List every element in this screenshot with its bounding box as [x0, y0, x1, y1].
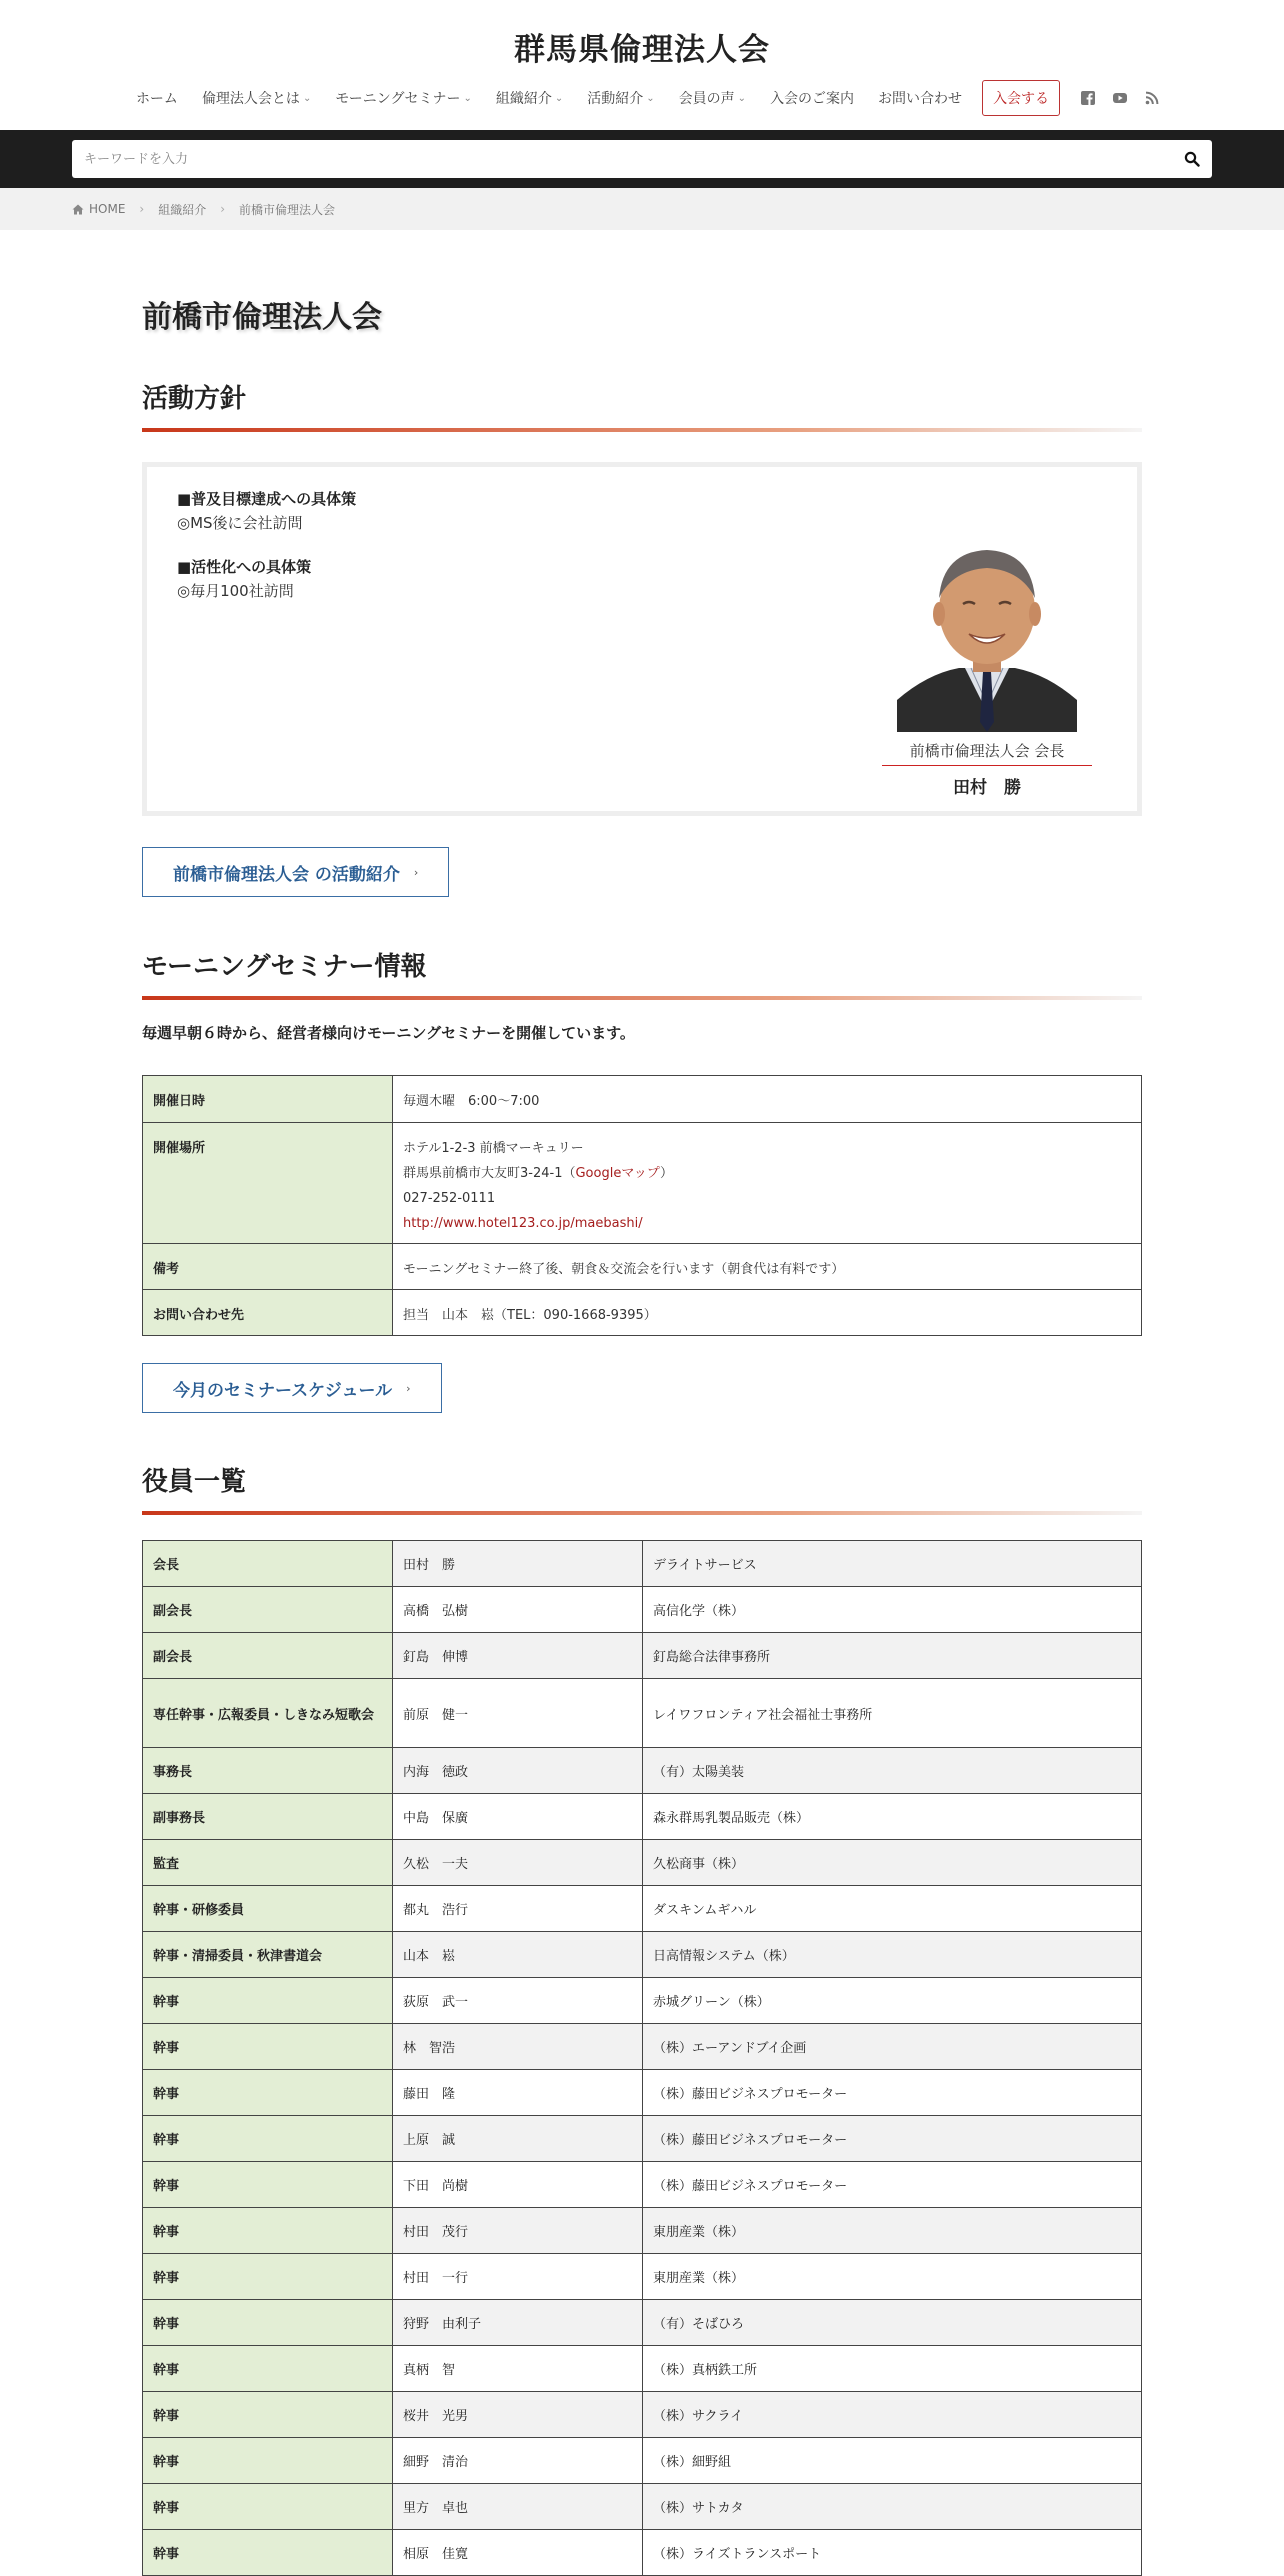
site-header: [0, 0, 1284, 130]
officer-name: 狩野 由利子: [393, 2300, 643, 2346]
youtube-icon[interactable]: [1112, 90, 1128, 106]
nav-label: お問い合わせ: [878, 91, 963, 107]
officer-organization: （株）エーアンドブイ企画: [643, 2024, 1142, 2070]
nav-item-member-voices[interactable]: [667, 88, 758, 108]
officer-role: 副事務長: [143, 1794, 393, 1840]
table-cell: モーニングセミナー終了後、朝食＆交流会を行います（朝食代は有料です）: [393, 1244, 1142, 1290]
chevron-down-icon: ⌄: [463, 92, 472, 104]
search-band: [0, 130, 1284, 188]
venue-name: ホテル1-2-3 前橋マーキュリー: [403, 1141, 584, 1156]
seminar-schedule-button[interactable]: [142, 1363, 442, 1413]
nav-label: モーニングセミナー: [335, 91, 461, 107]
officer-role: 幹事: [143, 2254, 393, 2300]
table-row: [143, 2346, 1142, 2392]
chevron-down-icon: ⌄: [646, 92, 655, 104]
officer-name: 釘島 伸博: [393, 1633, 643, 1679]
seminar-schedule-button-label: 今月のセミナースケジュール: [173, 1380, 393, 1401]
policy-box: [142, 462, 1142, 816]
search-box: [72, 140, 1212, 178]
president-name: 田村 勝: [953, 778, 1021, 798]
officer-organization: （株）ライズトランスポート: [643, 2530, 1142, 2576]
officer-name: 細野 清治: [393, 2438, 643, 2484]
chevron-right-icon: ›: [413, 865, 419, 879]
officer-organization: ダスキンムギハル: [643, 1886, 1142, 1932]
president-photo: [897, 522, 1077, 732]
venue-tel: 027-252-0111: [403, 1191, 496, 1206]
table-row: [143, 2438, 1142, 2484]
officer-organization: （株）サトカタ: [643, 2484, 1142, 2530]
table-row: [143, 1886, 1142, 1932]
table-row: [143, 1840, 1142, 1886]
bracket: （: [562, 1166, 576, 1181]
venue-url-link[interactable]: http://www.hotel123.co.jp/maebashi/: [403, 1216, 643, 1231]
officer-name: 山本 崧: [393, 1932, 643, 1978]
breadcrumb-parent[interactable]: 組織紹介: [158, 202, 207, 217]
breadcrumb-home[interactable]: HOME: [89, 202, 126, 216]
officer-organization: 東朋産業（株）: [643, 2208, 1142, 2254]
officers-heading: [142, 1461, 1142, 1498]
officer-name: 里方 卓也: [393, 2484, 643, 2530]
officer-role: 幹事: [143, 2116, 393, 2162]
table-row: [143, 1587, 1142, 1633]
table-cell: 担当 山本 崧（TEL：090-1668-9395）: [393, 1290, 1142, 1336]
table-row: [143, 2300, 1142, 2346]
officer-organization: 森永群馬乳製品販売（株）: [643, 1794, 1142, 1840]
search-icon[interactable]: [1184, 151, 1200, 167]
officer-role: 副会長: [143, 1587, 393, 1633]
table-row: [143, 2024, 1142, 2070]
nav-item-activities[interactable]: [575, 88, 666, 108]
policy-text: [177, 487, 356, 603]
home-icon: [72, 204, 84, 215]
officer-organization: 高信化学（株）: [643, 1587, 1142, 1633]
table-header-cell: お問い合わせ先: [143, 1290, 393, 1336]
officer-organization: 釘島総合法律事務所: [643, 1633, 1142, 1679]
breadcrumb: [0, 188, 1284, 230]
officer-role: 事務長: [143, 1748, 393, 1794]
table-header-cell: 開催場所: [143, 1123, 393, 1244]
policy-subheading: ■活性化への具体策: [177, 558, 312, 576]
bracket: ）: [659, 1166, 673, 1181]
join-button[interactable]: 入会する: [982, 80, 1060, 116]
table-row: [143, 1748, 1142, 1794]
nav-label: ホーム: [135, 91, 178, 107]
nav-item-contact[interactable]: [866, 88, 974, 108]
officer-organization: 日高情報システム（株）: [643, 1932, 1142, 1978]
officer-role: 幹事: [143, 2392, 393, 2438]
nav-label: 倫理法人会とは: [201, 91, 300, 107]
officer-name: 荻原 武一: [393, 1978, 643, 2024]
policy-heading: [142, 378, 1142, 415]
officer-name: 内海 徳政: [393, 1748, 643, 1794]
policy-heading-text: 活動方針: [142, 384, 247, 414]
officer-role: 幹事・清掃委員・秋津書道会: [143, 1932, 393, 1978]
table-header-cell: 備考: [143, 1244, 393, 1290]
officer-role: 幹事: [143, 2300, 393, 2346]
officer-role: 幹事: [143, 2346, 393, 2392]
officer-name: 相原 佳寛: [393, 2530, 643, 2576]
officer-role: 監査: [143, 1840, 393, 1886]
officer-name: 真柄 智: [393, 2346, 643, 2392]
officer-role: 副会長: [143, 1633, 393, 1679]
table-cell: [393, 1123, 1142, 1244]
officer-organization: 赤城グリーン（株）: [643, 1978, 1142, 2024]
heading-underline: [142, 428, 1142, 432]
table-row: [143, 1633, 1142, 1679]
officer-name: 中島 保廣: [393, 1794, 643, 1840]
officer-name: 下田 尚樹: [393, 2162, 643, 2208]
chevron-down-icon: ⌄: [554, 92, 564, 104]
officer-organization: （株）細野組: [643, 2438, 1142, 2484]
seminar-info-table: [142, 1075, 1142, 1336]
officer-organization: （株）真柄鉄工所: [643, 2346, 1142, 2392]
officer-role: 幹事: [143, 2530, 393, 2576]
officer-role: 専任幹事・広報委員・しきなみ短歌会: [143, 1679, 393, 1748]
officer-name: 上原 誠: [393, 2116, 643, 2162]
nav-item-morning-seminar[interactable]: [323, 88, 484, 108]
nav-item-organization[interactable]: [484, 88, 575, 108]
page-title: 前橋市倫理法人会: [142, 300, 382, 335]
officer-organization: （有）太陽美装: [643, 1748, 1142, 1794]
seminar-heading: [142, 946, 1142, 983]
officer-role: 幹事: [143, 2070, 393, 2116]
officer-role: 幹事・研修委員: [143, 1886, 393, 1932]
officers-table: [142, 1540, 1142, 2576]
officer-organization: （株）藤田ビジネスプロモーター: [643, 2162, 1142, 2208]
nav-label: 入会のご案内: [770, 91, 855, 107]
breadcrumb-separator-icon: ›: [139, 202, 145, 216]
officer-name: 村田 茂行: [393, 2208, 643, 2254]
officers-heading-text: 役員一覧: [142, 1467, 247, 1497]
table-row: [143, 1123, 1142, 1244]
table-row: [143, 1932, 1142, 1978]
officer-name: 高橋 弘樹: [393, 1587, 643, 1633]
table-row: [143, 2254, 1142, 2300]
site-title[interactable]: 群馬県倫理法人会: [514, 32, 770, 68]
search-input[interactable]: [84, 152, 1184, 167]
table-row: [143, 1794, 1142, 1840]
officer-organization: （株）サクライ: [643, 2392, 1142, 2438]
table-row: [143, 1541, 1142, 1587]
table-row: [143, 2070, 1142, 2116]
venue-address-line: [403, 1161, 1131, 1186]
officer-role: 会長: [143, 1541, 393, 1587]
officer-role: 幹事: [143, 2484, 393, 2530]
policy-item: ◎毎月100社訪問: [177, 582, 294, 600]
officer-organization: デライトサービス: [643, 1541, 1142, 1587]
policy-item: ◎MS後に会社訪問: [177, 514, 303, 532]
breadcrumb-current: 前橋市倫理法人会: [239, 202, 336, 217]
activity-intro-button[interactable]: [142, 847, 449, 897]
chevron-right-icon: ›: [406, 1381, 411, 1395]
officer-role: 幹事: [143, 2208, 393, 2254]
table-row: [143, 1076, 1142, 1123]
officer-role: 幹事: [143, 1978, 393, 2024]
officer-organization: レイワフロンティア社会福祉士事務所: [643, 1679, 1142, 1748]
nav-label: 活動紹介: [587, 91, 644, 107]
nav-item-about[interactable]: [190, 88, 323, 108]
nav-label: 会員の声: [678, 91, 735, 107]
officer-role: 幹事: [143, 2162, 393, 2208]
table-header-cell: 開催日時: [143, 1076, 393, 1123]
officer-name: 林 智浩: [393, 2024, 643, 2070]
table-row: [143, 1978, 1142, 2024]
table-row: [143, 2162, 1142, 2208]
rss-icon[interactable]: [1144, 90, 1160, 106]
officer-role: 幹事: [143, 2024, 393, 2070]
officer-organization: （有）そばひろ: [643, 2300, 1142, 2346]
venue-address: 群馬県前橋市大友町3-24-1: [403, 1166, 563, 1181]
officer-organization: 東朋産業（株）: [643, 2254, 1142, 2300]
seminar-heading-text: モーニングセミナー情報: [142, 952, 427, 982]
table-row: [143, 1290, 1142, 1336]
officer-name: 都丸 浩行: [393, 1886, 643, 1932]
nav-item-join-guide[interactable]: [758, 88, 866, 108]
table-cell: 毎週木曜 6:00～7:00: [393, 1076, 1142, 1123]
breadcrumb-separator-icon: ›: [220, 202, 226, 216]
policy-subheading: ■普及目標達成への具体策: [177, 490, 357, 508]
table-row: [143, 2116, 1142, 2162]
heading-underline: [142, 996, 1142, 1000]
officer-name: 藤田 隆: [393, 2070, 643, 2116]
table-row: [143, 2208, 1142, 2254]
nav-label: 組織紹介: [495, 91, 552, 107]
officer-organization: （株）藤田ビジネスプロモーター: [643, 2116, 1142, 2162]
officer-name: 村田 一行: [393, 2254, 643, 2300]
officer-role: 幹事: [143, 2438, 393, 2484]
officer-name: 田村 勝: [393, 1541, 643, 1587]
table-row: [143, 2484, 1142, 2530]
president-role: 前橋市倫理法人会 会長: [882, 740, 1092, 766]
social-links: [1080, 90, 1160, 106]
facebook-icon[interactable]: [1080, 90, 1096, 106]
google-map-link[interactable]: Googleマップ: [575, 1166, 660, 1181]
activity-intro-button-label: 前橋市倫理法人会 の活動紹介: [173, 864, 400, 885]
heading-underline: [142, 1511, 1142, 1515]
nav-item-home[interactable]: [124, 88, 190, 108]
officer-name: 久松 一夫: [393, 1840, 643, 1886]
officer-name: 桜井 光男: [393, 2392, 643, 2438]
officer-name: 前原 健一: [393, 1679, 643, 1748]
chevron-down-icon: ⌄: [302, 92, 312, 104]
seminar-lead: 毎週早朝６時から、経営者様向けモーニングセミナーを開催しています。: [142, 1024, 635, 1042]
global-nav: [0, 80, 1284, 116]
table-row: [143, 1679, 1142, 1748]
table-row: [143, 2530, 1142, 2576]
table-row: [143, 1244, 1142, 1290]
officer-organization: 久松商事（株）: [643, 1840, 1142, 1886]
chevron-down-icon: ⌄: [737, 92, 747, 104]
table-row: [143, 2392, 1142, 2438]
officer-organization: （株）藤田ビジネスプロモーター: [643, 2070, 1142, 2116]
